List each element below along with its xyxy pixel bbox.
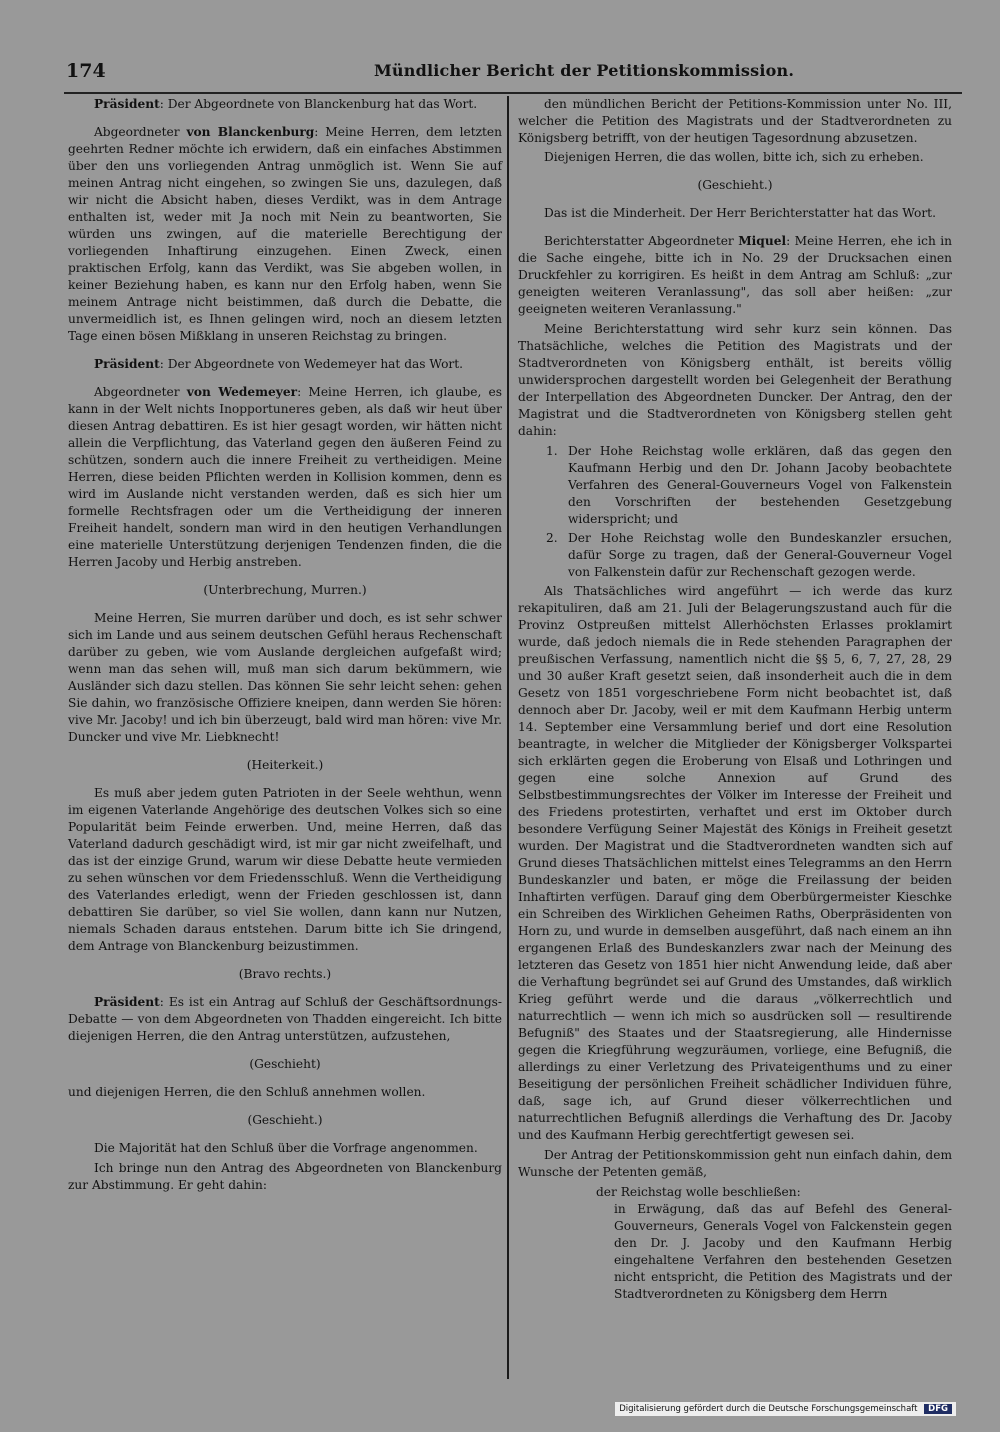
paragraph: Meine Herren, Sie murren darüber und doch, es ist sehr schwer sich im Lande und aus seinem deutschen Gefühl heraus Rechenschaft darüber zu geben, wie vom Auslande dergleichen aufgefaßt wird; wenn man das sehen will, muß man sich darum bekümmern, wie Ausländer sich dazu stellen. Das können Sie sehr leicht sehen: gehen Sie dahin, wo französische Offiziere kneipen, dann werden Sie hören: vive Mr. Jacoby! und ich bin überzeugt, bald wird man hören: vive Mr. Duncker und vive Mr. Liebknecht!: [68, 611, 502, 744]
paragraph: [68, 384, 502, 571]
paragraph: Als Thatsächliches wird angeführt — ich werde das kurz rekapituliren, daß am 21. Juli der Belagerungszustand auch für die Provinz Ostpreußen mittelst Allerhöchsten Erlasses proklamirt wurde, daß jedoch niemals die in Rede stehenden Paragraphen der preußischen Verfassung, namentlich nicht die §§ 5, 6, 7, 27, 28, 29 und 30 außer Kraft gesetzt seien, daß insonderheit auch die in dem Gesetz von 1851 vorgeschriebene Form nicht beobachtet ist, daß dennoch aber Dr. Jacoby, weil er mit dem Kaufmann Herbig unterm 14. September eine Versammlung berief und dort eine Resolution beantragte, in welcher die Mitglieder der Königsberger Volkspartei sich erklärten gegen die Eroberung von Elsaß und Lothringen und gegen eine solche Annexion auf Grund des Selbstbestimmungsrechtes der Völker im Interesse der Freiheit und des Friedens protestirten, verhaftet und erst im Oktober durch besondere Verfügung Seiner Majestät des Königs in Freiheit gesetzt wurden. Der Magistrat und die Stadtverordneten wandten sich auf Grund dieses Thatsächlichen mittelst eines Telegramms an den Herrn Bundeskanzler und baten, er möge die Freilassung der beiden Inhaftirten verfügen. Darauf ging dem Oberbürgermeister Kieschke ein Schreiben des Wirklichen Geheimen Raths, Oberpräsidenten von Horn zu, und wurde in demselben ausgeführt, daß nach einem an ihn ergangenen Erlaß des Bundeskanzlers zwar nach der Meinung des letzteren das Gesetz von 1851 hier nicht Anwendung leide, daß aber die Verhaftung begründet sei auf Grund des Umstandes, daß wirklich Krieg geführt werde und die daraus „völkerrechtlich und naturrechtlich — wenn ich mich so ausdrücken soll — resultirende Befugniß" des Staates und der Staatsregierung, alle Hindernisse gegen die Kriegführung wegzuräumen, vorliege, eine Befugniß, die allerdings zu einer Verletzung des Privateigenthums und zu einer Beseitigung der persönlichen Freiheit schädlicher Individuen führe, daß, sage ich, auf Grund dieser völkerrechtlichen und naturrechtlichen Befugniß allerdings die Verhaftung des Dr. Jacoby und des Kaufmann Herbig gerechtfertigt gewesen sei.: [518, 584, 952, 1142]
speaker-name: Präsident: [94, 97, 160, 111]
speaker-name: Miquel: [738, 234, 787, 248]
paragraph: Diejenigen Herren, die das wollen, bitte ich, sich zu erheben.: [544, 150, 924, 164]
speaker-prefix: Abgeordneter: [94, 125, 187, 139]
paragraph: Die Majorität hat den Schluß über die Vorfrage angenommen.: [94, 1141, 478, 1155]
stage-direction: (Heiterkeit.): [246, 758, 324, 772]
paragraph: [68, 994, 502, 1045]
speaker-name: von Blanckenburg: [186, 125, 315, 139]
paragraph: [68, 96, 502, 113]
motion-heading: der Reichstag wolle beschließen:: [596, 1185, 801, 1199]
running-head: Mündlicher Bericht der Petitionskommission.: [374, 61, 795, 80]
speaker-prefix: Abgeordneter: [94, 385, 187, 399]
paragraph: und diejenigen Herren, die den Schluß annehmen wollen.: [68, 1085, 426, 1099]
paragraph: Der Antrag der Petitionskommission geht nun einfach dahin, dem Wunsche der Petenten gemäß,: [518, 1148, 952, 1179]
stage-direction: (Unterbrechung, Murren.): [203, 583, 367, 597]
paragraph: Meine Berichterstattung wird sehr kurz sein können. Das Thatsächliche, welches die Petition des Magistrats und der Stadtverordneten von Königsberg enthält, ist bereits völlig unwidersprochen dargestellt worden bei Gelegenheit der Berathung der Interpellation des Abgeordneten Duncker. Der Antrag, den der Magistrat und die Stadtverordneten von Königsberg stellen geht dahin:: [518, 322, 952, 438]
paragraph: Es muß aber jedem guten Patrioten in der Seele wehthun, wenn im eigenen Vaterlande Angehörige des deutschen Volkes sich so eine Popularität beim Feinde erwerben. Und, meine Herren, daß das Vaterland dadurch geschädigt wird, ist mir gar nicht zweifelhaft, und das ist der einzige Grund, warum wir diese Debatte heute vermieden zu sehen wünschen vor dem Friedensschluß. Wenn die Vertheidigung des Vaterlandes erledigt, wenn der Frieden geschlossen ist, dann debattiren Sie darüber, so viel Sie wollen, dann kann nur Nutzen, niemals Schaden daraus entstehen. Darum bitte ich Sie dringend, dem Antrage von Blanckenburg beizustimmen.: [68, 786, 502, 953]
column-divider: [507, 96, 509, 1379]
list-item: [518, 530, 952, 581]
paragraph-text: : Der Abgeordnete von Wedemeyer hat das Wort.: [159, 357, 464, 371]
speaker-prefix: Berichterstatter Abgeordneter: [544, 234, 739, 248]
paragraph-text: : Es ist ein Antrag auf Schluß der Geschäftsordnungs-Debatte — von dem Abgeordneten von Thadden eingereicht. Ich bitte diejenigen Herren, die den Antrag unterstützen, aufzustehen,: [68, 995, 502, 1043]
left-column: [68, 96, 502, 1205]
motion-text: in Erwägung, daß das auf Befehl des General-Gouverneurs, Generals Vogel von Falckenstein gegen den Dr. J. Jacoby und den Kaufmann Herbig eingehaltene Verfahren den bestehenden Gesetzen nicht entspricht, die Petition des Magistrats und der Stadtverordneten zu Königsberg dem Herrn: [614, 1202, 952, 1301]
paragraph: Das ist die Minderheit. Der Herr Berichterstatter hat das Wort.: [544, 206, 936, 220]
paragraph-text: : Meine Herren, ich glaube, es kann in der Welt nichts Inopportuneres geben, als daß wir heut über diesen Antrag debattiren. Es ist hier gesagt worden, wir hätten nicht allein die Verpflichtung, das Vaterland gegen den äußeren Feind zu schützen, sondern auch die innere Freiheit zu vertheidigen. Meine Herren, diese beiden Pflichten werden in Kollision kommen, denn es wird im Auslande nicht verstanden werden, daß es sich hier um formelle Rechtsfragen oder um die Vertheidigung der inneren Freiheit handelt, sondern man wird in den heutigen Verhandlungen eine materielle Unterstützung derjenigen Tendenzen finden, die die Herren Jacoby und Herbig anstreben.: [68, 385, 502, 569]
speaker-name: von Wedemeyer: [186, 385, 298, 399]
paragraph: den mündlichen Bericht der Petitions-Kommission unter No. III, welcher die Petition des Magistrats und der Stadtverordneten zu Königsberg betrifft, von der heutigen Tagesordnung abzusetzen.: [518, 97, 952, 145]
credit-text: Digitalisierung gefördert durch die Deutsche Forschungsgemeinschaft: [619, 1404, 918, 1414]
paragraph: [68, 356, 502, 373]
list-item: [518, 443, 952, 528]
speaker-name: Präsident: [94, 995, 160, 1009]
page-header: [64, 52, 962, 94]
paragraph: Ich bringe nun den Antrag des Abgeordneten von Blanckenburg zur Abstimmung. Er geht dahin:: [68, 1161, 502, 1192]
list-number: 2.: [546, 531, 558, 545]
stage-direction: (Geschieht.): [247, 1113, 323, 1127]
paragraph-text: : Der Abgeordnete von Blanckenburg hat das Wort.: [159, 97, 478, 111]
list-number: 1.: [546, 444, 558, 458]
stage-direction: (Bravo rechts.): [238, 967, 332, 981]
paragraph-text: : Meine Herren, dem letzten geehrten Redner möchte ich erwidern, daß ein einfaches Abstimmen über den uns vorliegenden Antrag unmöglich ist. Wenn Sie auf meinen Antrag nicht eingehen, so zwingen Sie uns, dazulegen, daß wir nicht die Absicht haben, dieses Verdikt, was in dem Antrage enthalten ist, weder mit Ja noch mit Nein zu beantworten, Sie würden uns zwingen, auf die materielle Berechtigung der vorliegenden Inhaftirung einzugehen. Einen Zweck, einen praktischen Erfolg, kann das Verdikt, was Sie abgeben wollen, in keiner Beziehung haben, es kann nur den Erfolg haben, wenn Sie meinem Antrage nicht beistimmen, daß durch die Debatte, die unvermeidlich ist, es Ihnen gelingen wird, noch an diesem letzten Tage einen bösen Mißklang in unseren Reichstag zu bringen.: [68, 125, 502, 343]
stage-direction: (Geschieht.): [697, 178, 773, 192]
stage-direction: (Geschieht): [249, 1057, 321, 1071]
digitization-credit: [615, 1402, 956, 1416]
speaker-name: Präsident: [94, 357, 160, 371]
paragraph: [518, 233, 952, 318]
list-text: Der Hohe Reichstag wolle erklären, daß das gegen den Kaufmann Herbig und den Dr. Johann Jacoby beobachtete Verfahren des General-Gouverneurs Vogel von Falkenstein den Vorschriften der bestehenden Gesetzgebung widerspricht; und: [568, 444, 952, 526]
dfg-logo: DFG: [924, 1404, 952, 1414]
list-text: Der Hohe Reichstag wolle den Bundeskanzler ersuchen, dafür Sorge zu tragen, daß der General-Gouverneur Vogel von Falkenstein dafür zur Rechenschaft gezogen werde.: [568, 531, 952, 579]
right-column: [518, 96, 952, 1303]
paragraph-text: : Meine Herren, ehe ich in die Sache eingehe, bitte ich in No. 29 der Drucksachen einen Druckfehler zu korrigiren. Es heißt in dem Antrag am Schluß: „zur geneigten weiteren Veranlassung", das soll aber heißen: „zur geeigneten weiteren Veranlassung.": [518, 234, 952, 316]
page-number: 174: [66, 60, 106, 82]
paragraph: [68, 124, 502, 345]
